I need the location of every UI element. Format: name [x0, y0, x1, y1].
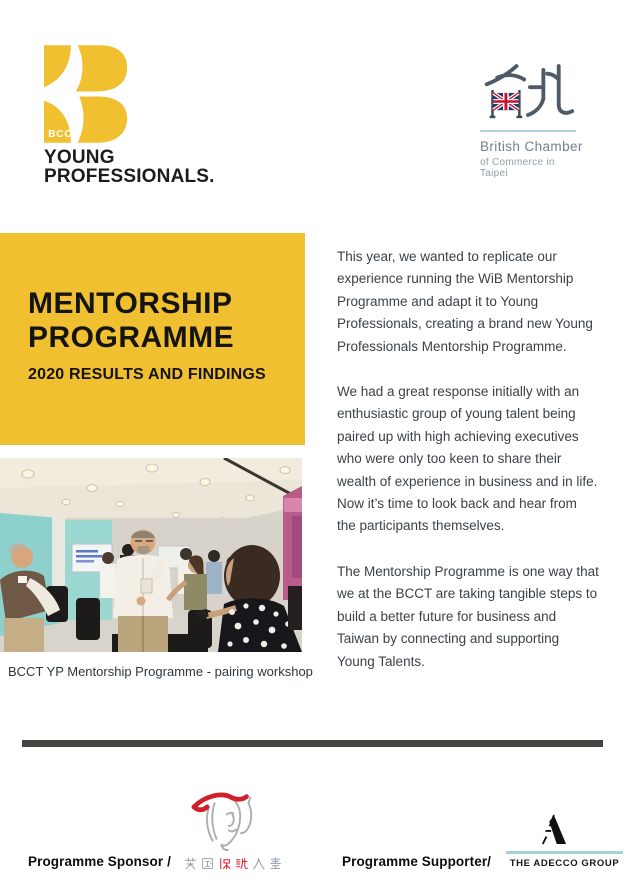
cjk-char-ying-icon	[184, 857, 197, 870]
cjk-char-ren-icon	[252, 857, 265, 870]
photo-caption: BCCT YP Mentorship Programme - pairing workshop	[8, 664, 313, 679]
hero-title-line2: PROGRAMME	[28, 321, 235, 354]
cjk-char-guo-icon	[201, 857, 214, 870]
adecco-divider	[506, 851, 623, 854]
brand-wordmark	[44, 148, 215, 186]
hero-title-line1: MENTORSHIP	[28, 287, 233, 320]
chamber-name: British Chamber	[480, 139, 583, 154]
adecco-wordmark: THE ADECCO GROUP	[509, 858, 620, 869]
cjk-char-shou-icon	[269, 857, 282, 870]
body-paragraph-2: We had a great response initially with an enthusiastic group of young talent being paired up with high achieving executives who were only too keen to share their wealth of experience in business and in life. Now it’s time to look back and hear from the participants themselves.	[337, 384, 598, 534]
hero-subtitle: 2020 RESULTS AND FINDINGS	[28, 366, 266, 383]
bcct-logo-text: BCCT	[48, 128, 80, 140]
cjk-char-cheng-icon	[235, 857, 248, 870]
brand-wordmark-professionals: PROFESSIONALS.	[44, 166, 215, 187]
body-paragraph-1: This year, we wanted to replicate our experience running the WiB Mentorship Programme and adapt it to Young Professionals, creating a brand new Young Professionals Mentorship Programme.	[337, 249, 593, 354]
body-text	[337, 246, 599, 696]
sponsor-label: Programme Sponsor /	[28, 854, 171, 869]
body-paragraph-3: The Mentorship Programme is one way that we at the BCCT are taking tangible steps to build a better future for business and Taiwan by connecting and supporting Young Talents.	[337, 563, 599, 669]
brand-wordmark-young: YOUNG	[44, 147, 115, 168]
prudential-logo-text	[184, 857, 282, 870]
taipei-characters-icon	[480, 62, 576, 120]
bcct-logo	[44, 45, 128, 143]
union-jack-icon	[493, 93, 518, 110]
chamber-logo-rule	[480, 130, 576, 132]
hero-title	[28, 287, 266, 355]
adecco-a-icon	[539, 814, 567, 846]
section-divider	[22, 740, 603, 747]
supporter-label: Programme Supporter/	[342, 854, 492, 869]
hero-banner	[0, 233, 305, 445]
chamber-logo	[480, 62, 584, 179]
prudential-logo	[186, 790, 262, 852]
cjk-char-bao-icon	[218, 857, 231, 870]
chamber-subtitle: of Commerce in Taipei	[480, 157, 555, 179]
event-photo	[0, 458, 302, 652]
